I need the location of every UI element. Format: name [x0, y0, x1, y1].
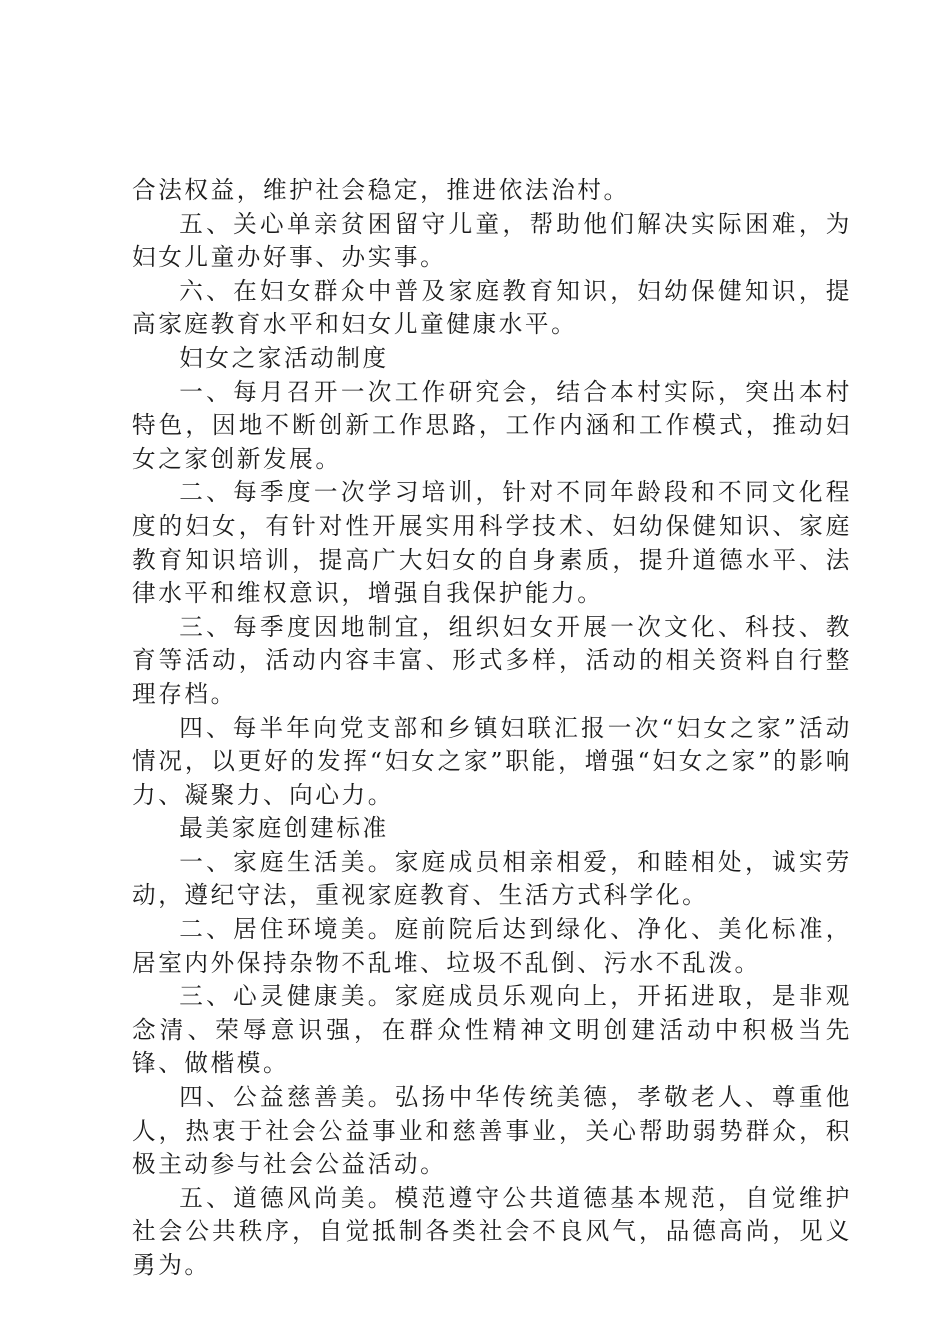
paragraph-standard-5: 五、道德风尚美。模范遵守公共道德基本规范，自觉维护社会公共秩序，自觉抵制各类社会不良风气，品德高尚，见义勇为。 [132, 1183, 852, 1279]
section-heading-family-standards: 最美家庭创建标准 [179, 814, 389, 843]
paragraph-rule-1: 一、每月召开一次工作研究会，结合本村实际，突出本村特色，因地不断创新工作思路，工作内涵和工作模式，推动妇女之家创新发展。 [132, 377, 852, 473]
paragraph-rule-4: 四、每半年向党支部和乡镇妇联汇报一次“妇女之家”活动情况，以更好的发挥“妇女之家”职能，增强“妇女之家”的影响力、凝聚力、向心力。 [132, 713, 852, 809]
paragraph-rule-2: 二、每季度一次学习培训，针对不同年龄段和不同文化程度的妇女，有针对性开展实用科学技术、妇幼保健知识、家庭教育知识培训，提高广大妇女的自身素质，提升道德水平、法律水平和维权意识，增强自我保护能力。 [132, 478, 852, 608]
paragraph-continuation: 合法权益，维护社会稳定，推进依法治村。 [132, 176, 630, 204]
document-body [132, 174, 852, 1283]
paragraph-item-5: 五、关心单亲贫困留守儿童，帮助他们解决实际困难，为妇女儿童办好事、办实事。 [132, 209, 852, 272]
paragraph-standard-2: 二、居住环境美。庭前院后达到绿化、净化、美化标准，居室内外保持杂物不乱堆、垃圾不乱倒、污水不乱泼。 [132, 915, 852, 977]
paragraph-standard-3: 三、心灵健康美。家庭成员乐观向上，开拓进取，是非观念清、荣辱意识强，在群众性精神文明创建活动中积极当先锋、做楷模。 [132, 982, 852, 1078]
paragraph-standard-4: 四、公益慈善美。弘扬中华传统美德，孝敬老人、尊重他人，热衷于社会公益事业和慈善事业，关心帮助弱势群众，积极主动参与社会公益活动。 [132, 1083, 852, 1179]
paragraph-standard-1: 一、家庭生活美。家庭成员相亲相爱，和睦相处，诚实劳动，遵纪守法，重视家庭教育、生活方式科学化。 [132, 847, 852, 910]
paragraph-rule-3: 三、每季度因地制宜，组织妇女开展一次文化、科技、教育等活动，活动内容丰富、形式多样，活动的相关资料自行整理存档。 [132, 612, 852, 708]
section-heading-women-home-rules: 妇女之家活动制度 [179, 343, 389, 372]
paragraph-item-6: 六、在妇女群众中普及家庭教育知识，妇幼保健知识，提高家庭教育水平和妇女儿童健康水平。 [132, 276, 852, 339]
